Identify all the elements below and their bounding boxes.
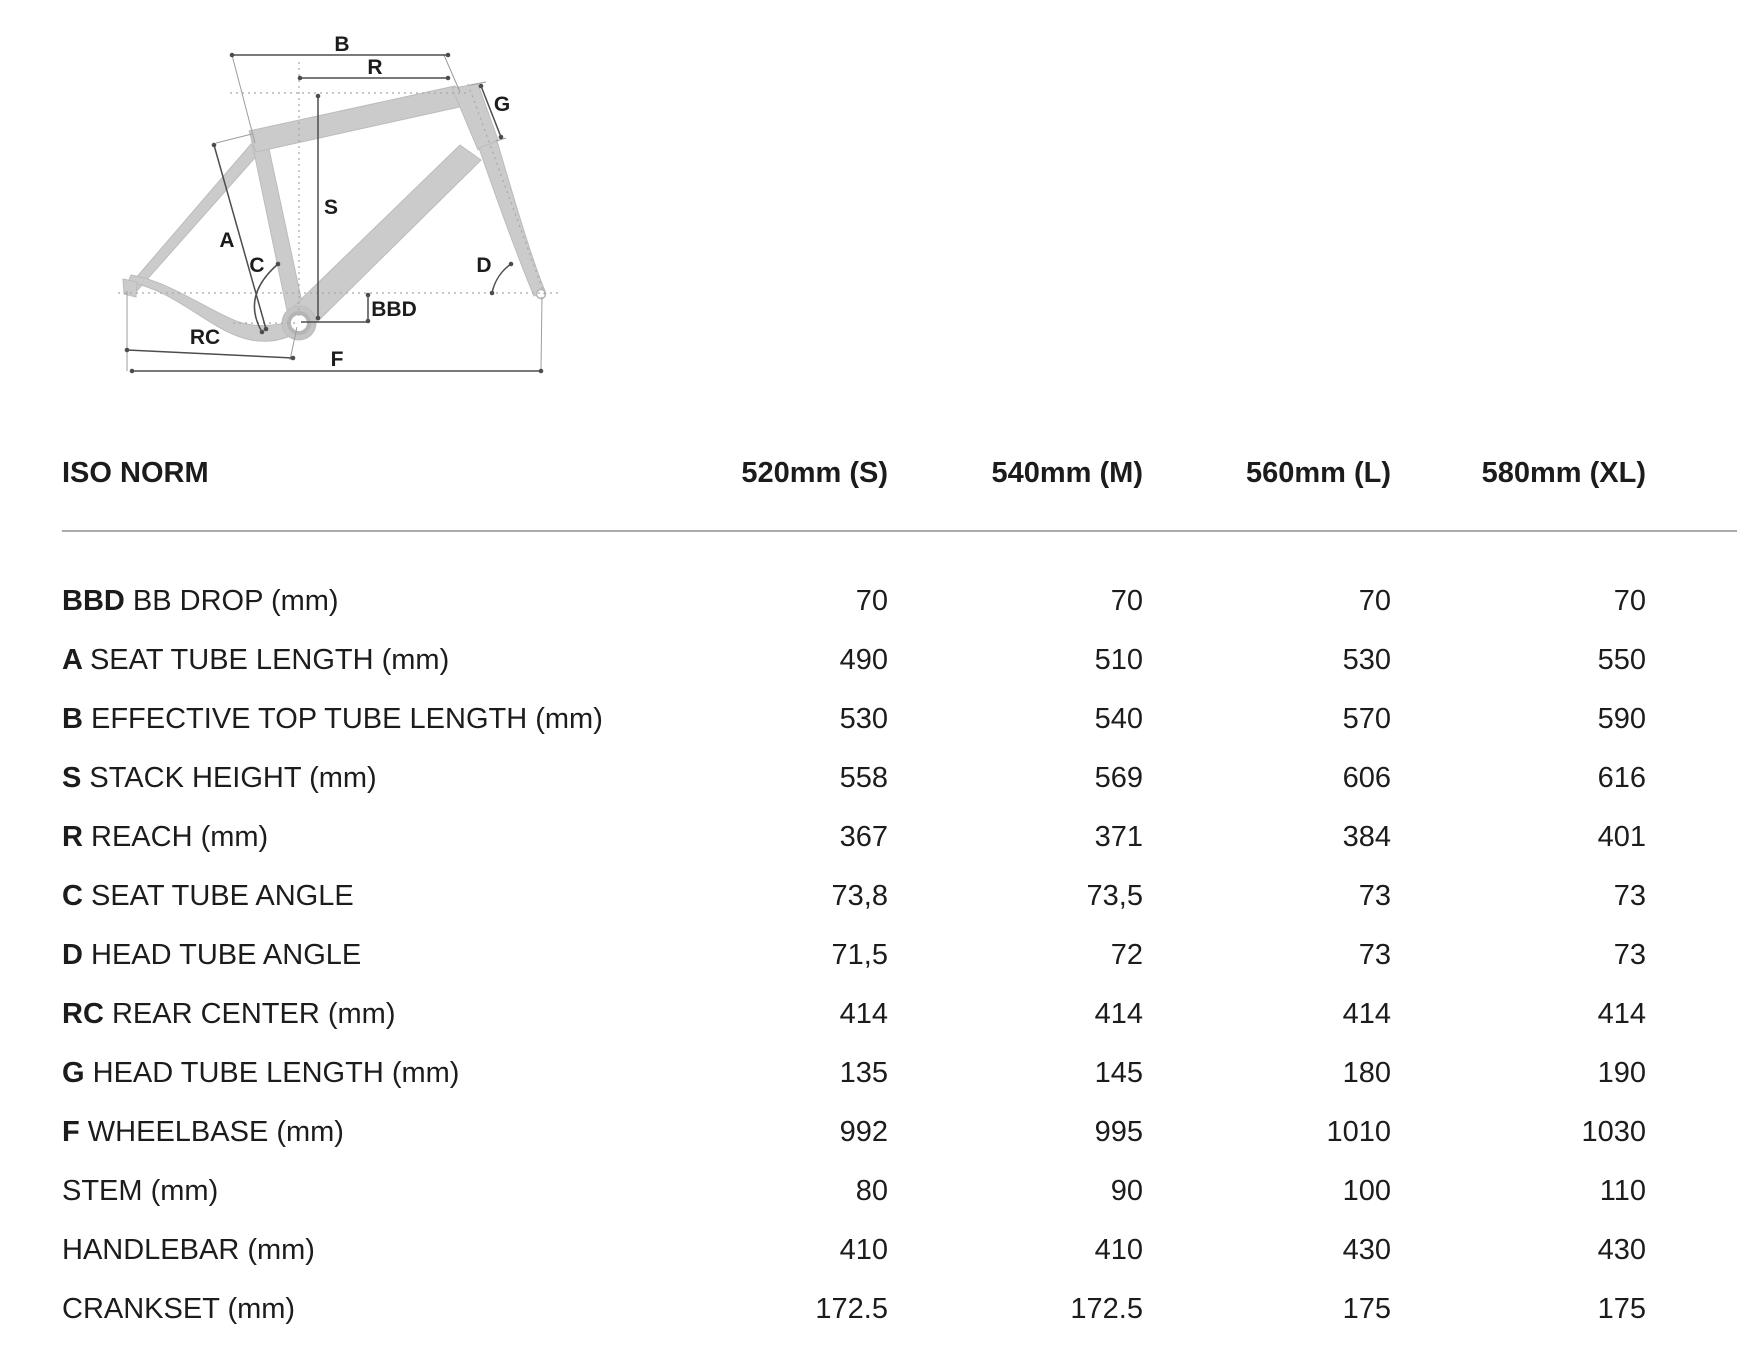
cell-value: 414 (839, 998, 888, 1030)
row-label: CRANKSET (mm) (62, 1293, 296, 1325)
cell-value: 414 (1342, 998, 1391, 1030)
cell-value: 367 (839, 821, 888, 853)
row-label: R REACH (mm) (62, 821, 269, 853)
table-row (62, 631, 1737, 690)
table-row (62, 926, 1737, 985)
dim-rc-line (127, 350, 293, 358)
table-row (62, 749, 1737, 808)
cell-value: 172.5 (1070, 1293, 1143, 1325)
cell-value: 384 (1342, 821, 1391, 853)
seat-tube (250, 133, 306, 325)
row-label: HANDLEBAR (mm) (62, 1234, 315, 1266)
row-label: G HEAD TUBE LENGTH (mm) (62, 1057, 460, 1089)
table-row (62, 1044, 1737, 1103)
cell-value: 414 (1094, 998, 1143, 1030)
cell-value: 995 (1094, 1116, 1143, 1148)
row-label: C SEAT TUBE ANGLE (62, 880, 354, 912)
dim-label-r: R (367, 56, 383, 79)
dim-label-d: D (476, 254, 492, 277)
cell-value: 145 (1094, 1057, 1143, 1089)
row-label: A SEAT TUBE LENGTH (mm) (62, 644, 450, 676)
row-label: STEM (mm) (62, 1175, 219, 1207)
row-label: RC REAR CENTER (mm) (62, 998, 396, 1030)
cell-value: 72 (1110, 939, 1143, 971)
cell-value: 73,5 (1086, 880, 1143, 912)
cell-value: 410 (1094, 1234, 1143, 1266)
cell-value: 540 (1094, 703, 1143, 735)
row-label: B EFFECTIVE TOP TUBE LENGTH (mm) (62, 703, 603, 735)
row-prefix: A (62, 644, 90, 676)
frame-geometry-diagram (0, 0, 580, 390)
cell-value: 530 (1342, 644, 1391, 676)
row-label: BBD BB DROP (mm) (62, 585, 339, 617)
column-header-xl: 580mm (XL) (1391, 456, 1737, 531)
cell-value: 569 (1094, 762, 1143, 794)
cell-value: 401 (1597, 821, 1646, 853)
row-prefix: F (62, 1116, 88, 1148)
cell-value: 73 (1358, 939, 1391, 971)
cell-value: 73 (1613, 939, 1646, 971)
cell-value: 70 (1358, 585, 1391, 617)
table-row (62, 867, 1737, 926)
header-row (62, 456, 1737, 531)
cell-value: 80 (855, 1175, 888, 1207)
geometry-table-body (62, 531, 1737, 1339)
geometry-table-section (62, 456, 1737, 1339)
table-row (62, 1221, 1737, 1280)
cell-value: 1010 (1326, 1116, 1391, 1148)
cell-value: 530 (839, 703, 888, 735)
cell-value: 371 (1094, 821, 1143, 853)
dim-label-s: S (323, 196, 339, 219)
column-header-m: 540mm (M) (888, 456, 1143, 531)
cell-value: 70 (1110, 585, 1143, 617)
dim-label-b: B (334, 33, 350, 56)
cell-value: 180 (1342, 1057, 1391, 1089)
cell-value: 110 (1599, 1175, 1646, 1207)
row-prefix: S (62, 762, 90, 794)
column-header-l: 560mm (L) (1143, 456, 1391, 531)
table-title: ISO NORM (62, 456, 633, 531)
cell-value: 410 (839, 1234, 888, 1266)
cell-value: 73,8 (831, 880, 888, 912)
row-prefix: RC (62, 998, 112, 1030)
table-row (62, 1280, 1737, 1339)
cell-value: 90 (1110, 1175, 1143, 1207)
table-row (62, 808, 1737, 867)
cell-value: 100 (1342, 1175, 1391, 1207)
row-prefix: BBD (62, 585, 133, 617)
cell-value: 570 (1342, 703, 1391, 735)
cell-value: 175 (1342, 1293, 1391, 1325)
cell-value: 558 (839, 762, 888, 794)
row-prefix: G (62, 1057, 93, 1089)
cell-value: 550 (1597, 644, 1646, 676)
cell-value: 73 (1613, 880, 1646, 912)
cell-value: 606 (1342, 762, 1391, 794)
table-row (62, 1162, 1737, 1221)
row-prefix: B (62, 703, 91, 735)
cell-value: 70 (855, 585, 888, 617)
column-header-s: 520mm (S) (633, 456, 888, 531)
cell-value: 430 (1342, 1234, 1391, 1266)
cell-value: 190 (1597, 1057, 1646, 1089)
dim-label-rc: RC (189, 326, 221, 349)
cell-value: 175 (1597, 1293, 1646, 1325)
top-tube (249, 86, 464, 152)
dim-label-bbd: BBD (371, 298, 417, 321)
table-row (62, 690, 1737, 749)
cell-value: 490 (839, 644, 888, 676)
cell-value: 616 (1597, 762, 1646, 794)
rear-dropout (123, 279, 137, 297)
cell-value: 414 (1597, 998, 1646, 1030)
cell-value: 73 (1358, 880, 1391, 912)
cell-value: 590 (1597, 703, 1646, 735)
dim-d-arc (492, 264, 511, 293)
dim-label-g: G (493, 93, 511, 116)
row-prefix: C (62, 880, 91, 912)
cell-value: 71,5 (831, 939, 888, 971)
row-label: D HEAD TUBE ANGLE (62, 939, 362, 971)
cell-value: 510 (1094, 644, 1143, 676)
cell-value: 1030 (1581, 1116, 1646, 1148)
cell-value: 430 (1597, 1234, 1646, 1266)
cell-value: 172.5 (815, 1293, 888, 1325)
cell-value: 992 (839, 1116, 888, 1148)
table-row (62, 531, 1737, 631)
row-prefix: R (62, 821, 91, 853)
table-row (62, 1103, 1737, 1162)
head-tube (452, 84, 498, 150)
dim-label-f: F (330, 348, 344, 371)
row-label: F WHEELBASE (mm) (62, 1116, 344, 1148)
seat-stay (129, 144, 261, 293)
row-label: S STACK HEIGHT (mm) (62, 762, 377, 794)
cell-value: 135 (839, 1057, 888, 1089)
dim-label-c: C (249, 254, 265, 277)
table-row (62, 985, 1737, 1044)
geometry-table (62, 456, 1737, 1339)
cell-value: 70 (1613, 585, 1646, 617)
dim-label-a: A (219, 229, 235, 252)
row-prefix: D (62, 939, 91, 971)
